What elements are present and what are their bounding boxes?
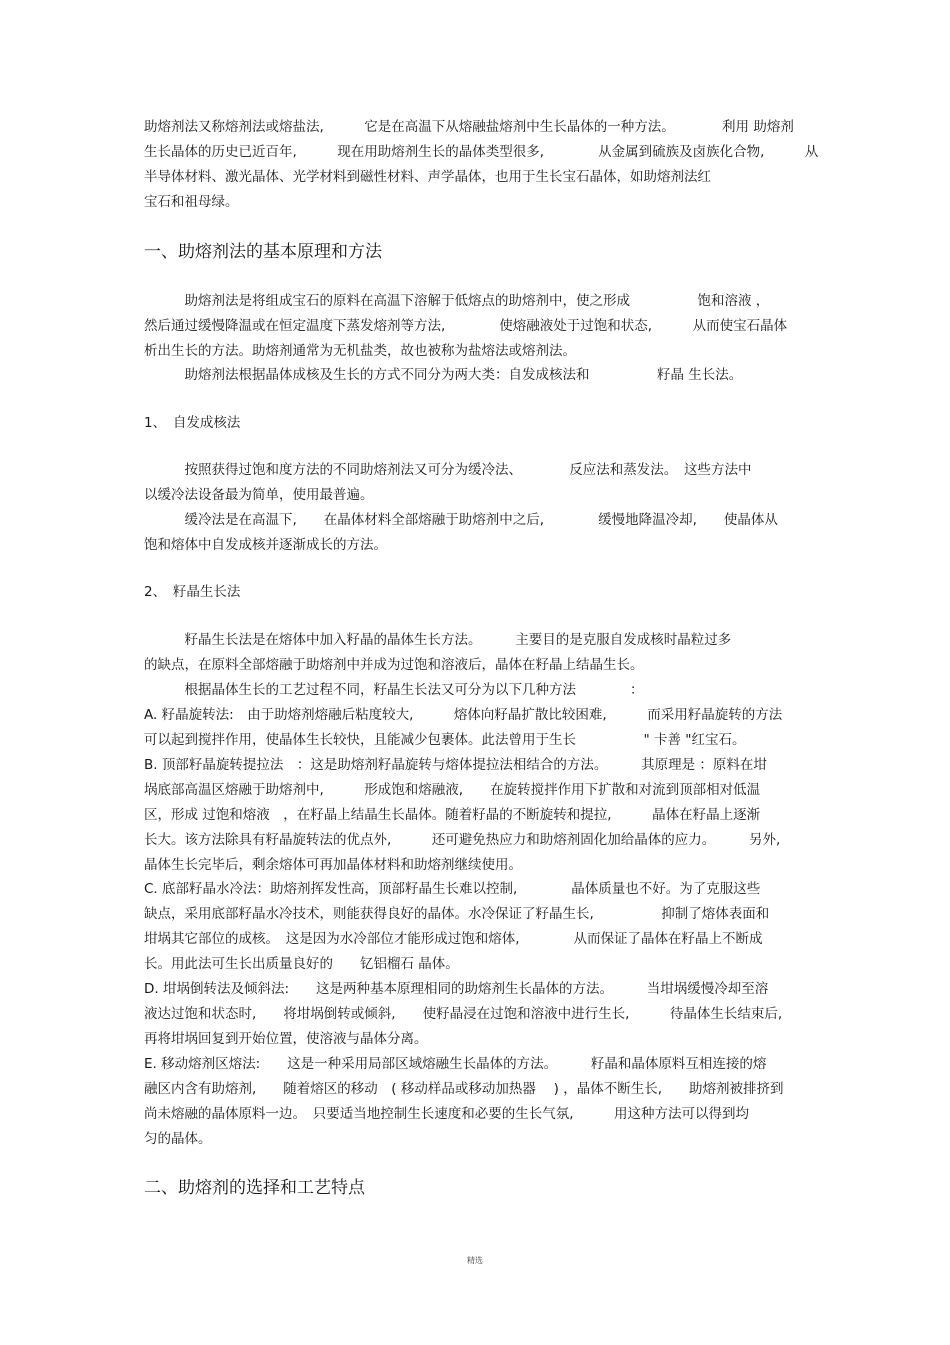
subsection-2-heading: 2、 籽晶生长法 <box>144 584 241 600</box>
method-b-line-5: 晶体生长完毕后，剩余熔体可再加晶体材料和助熔剂继续使用。 <box>144 857 522 873</box>
method-c-line-4: 长。用此法可生长出质量良好的 钇铝榴石 晶体。 <box>144 956 459 972</box>
method-b-line-1: B. 顶部籽晶旋转提拉法 ：这是助熔剂籽晶旋转与熔体提拉法相结合的方法。 其原理是 ：原料在坩 <box>144 757 767 773</box>
subsection-2-line-2: 的缺点，在原料全部熔融于助熔剂中并成为过饱和溶液后，晶体在籽晶上结晶生长。 <box>144 657 644 673</box>
subsection-1-line-4: 饱和熔体中自发成核并逐渐成长的方法。 <box>144 537 387 553</box>
method-e-line-2: 融区内含有助熔剂, 随着熔区的移动 ( 移动样品或移动加热器 ) ，晶体不断生长, 助熔剂被排挤到 <box>144 1081 784 1097</box>
method-c-line-1: C. 底部籽晶水冷法：助熔剂挥发性高，顶部籽晶生长难以控制, 晶体质量也不好。为了克服这些 <box>144 881 761 897</box>
method-e-line-1: E. 移动熔剂区熔法: 这是一种采用局部区域熔融生长晶体的方法。 籽晶和晶体原料互相连接的熔 <box>144 1056 767 1072</box>
section-1-line-4: 助熔剂法根据晶体成核及生长的方式不同分为两大类：自发成核法和 籽晶 生长法。 <box>144 367 743 383</box>
method-d-line-2: 液达过饱和状态时, 将坩埚倒转或倾斜, 使籽晶浸在过饱和溶液中进行生长, 待晶体生长结束后, <box>144 1006 783 1022</box>
subsection-1-line-2: 以缓冷法设备最为简单，使用最普遍。 <box>144 487 374 503</box>
intro-line-1: 助熔剂法又称熔剂法或熔盐法, 它是在高温下从熔融盐熔剂中生长晶体的一种方法。 利用 助熔剂 <box>144 119 794 135</box>
intro-line-2: 生长晶体的历史已近百年, 现在用助熔剂生长的晶体类型很多, 从金属到硫族及卤族化合物, 从 <box>144 144 819 160</box>
method-c-line-3: 坩埚其它部位的成核。 这是因为水冷部位才能形成过饱和熔体, 从而保证了晶体在籽晶上不断成 <box>144 931 763 947</box>
section-1-heading: 一、助熔剂法的基本原理和方法 <box>144 242 382 262</box>
method-d-line-3: 再将坩埚回复到开始位置，使溶液与晶体分离。 <box>144 1031 428 1047</box>
method-e-line-3: 尚未熔融的晶体原料一边。 只要适当地控制生长速度和必要的生长气氛, 用这种方法可以得到均 <box>144 1106 750 1122</box>
section-1-line-3: 析出生长的方法。助熔剂通常为无机盐类，故也被称为盐熔法或熔剂法。 <box>144 343 576 359</box>
subsection-1-heading: 1、 自发成核法 <box>144 415 241 431</box>
intro-line-4: 宝石和祖母绿。 <box>144 194 239 210</box>
section-1-line-2: 然后通过缓慢降温或在恒定温度下蒸发熔剂等方法, 使熔融液处于过饱和状态, 从而使宝石晶体 <box>144 318 788 334</box>
intro-line-3: 半导体材料、激光晶体、光学材料到磁性材料、声学晶体，也用于生长宝石晶体，如助熔剂法红 <box>144 169 711 185</box>
subsection-1-line-3: 缓冷法是在高温下, 在晶体材料全部熔融于助熔剂中之后, 缓慢地降温冷却, 使晶体从 <box>144 512 778 528</box>
subsection-2-line-1: 籽晶生长法是在熔体中加入籽晶的晶体生长方法。 主要目的是克服自发成核时晶粒过多 <box>144 632 732 648</box>
method-b-line-4: 长大。该方法除具有籽晶旋转法的优点外, 还可避免热应力和助熔剂固化加给晶体的应力。 另外, <box>144 832 781 848</box>
subsection-2-line-3: 根据晶体生长的工艺过程不同，籽晶生长法又可分为以下几种方法 ： <box>144 682 644 698</box>
method-b-line-2: 埚底部高温区熔融于助熔剂中, 形成饱和熔融液, 在旋转搅拌作用下扩散和对流到顶部相对低温 <box>144 782 761 798</box>
section-2-heading: 二、助熔剂的选择和工艺特点 <box>144 1178 365 1198</box>
subsection-1-line-1: 按照获得过饱和度方法的不同助熔剂法又可分为缓冷法、 反应法和蒸发法。 这些方法中 <box>144 462 752 478</box>
method-a-line-1: A. 籽晶旋转法: 由于助熔剂熔融后粘度较大, 熔体向籽晶扩散比较困难, 而采用籽晶旋转的方法 <box>144 707 783 723</box>
method-c-line-2: 缺点，采用底部籽晶水冷技术，则能获得良好的晶体。水冷保证了籽晶生长, 抑制了熔体表面和 <box>144 906 770 922</box>
page-footer: 精选 <box>467 1256 483 1265</box>
method-e-line-4: 匀的晶体。 <box>144 1131 212 1147</box>
method-a-line-2: 可以起到搅拌作用，使晶体生长较快，且能减少包裹体。此法曾用于生长 " 卡善 "红宝石。 <box>144 732 746 748</box>
method-b-line-3: 区，形成 过饱和熔液 ，在籽晶上结晶生长晶体。随着籽晶的不断旋转和提拉, 晶体在籽晶上逐渐 <box>144 807 761 823</box>
section-1-line-1: 助熔剂法是将组成宝石的原料在高温下溶解于低熔点的助熔剂中，使之形成 饱和溶液 ， <box>144 293 770 309</box>
method-d-line-1: D. 坩埚倒转法及倾斜法: 这是两种基本原理相同的助熔剂生长晶体的方法。 当坩埚缓慢冷却至溶 <box>144 981 769 997</box>
